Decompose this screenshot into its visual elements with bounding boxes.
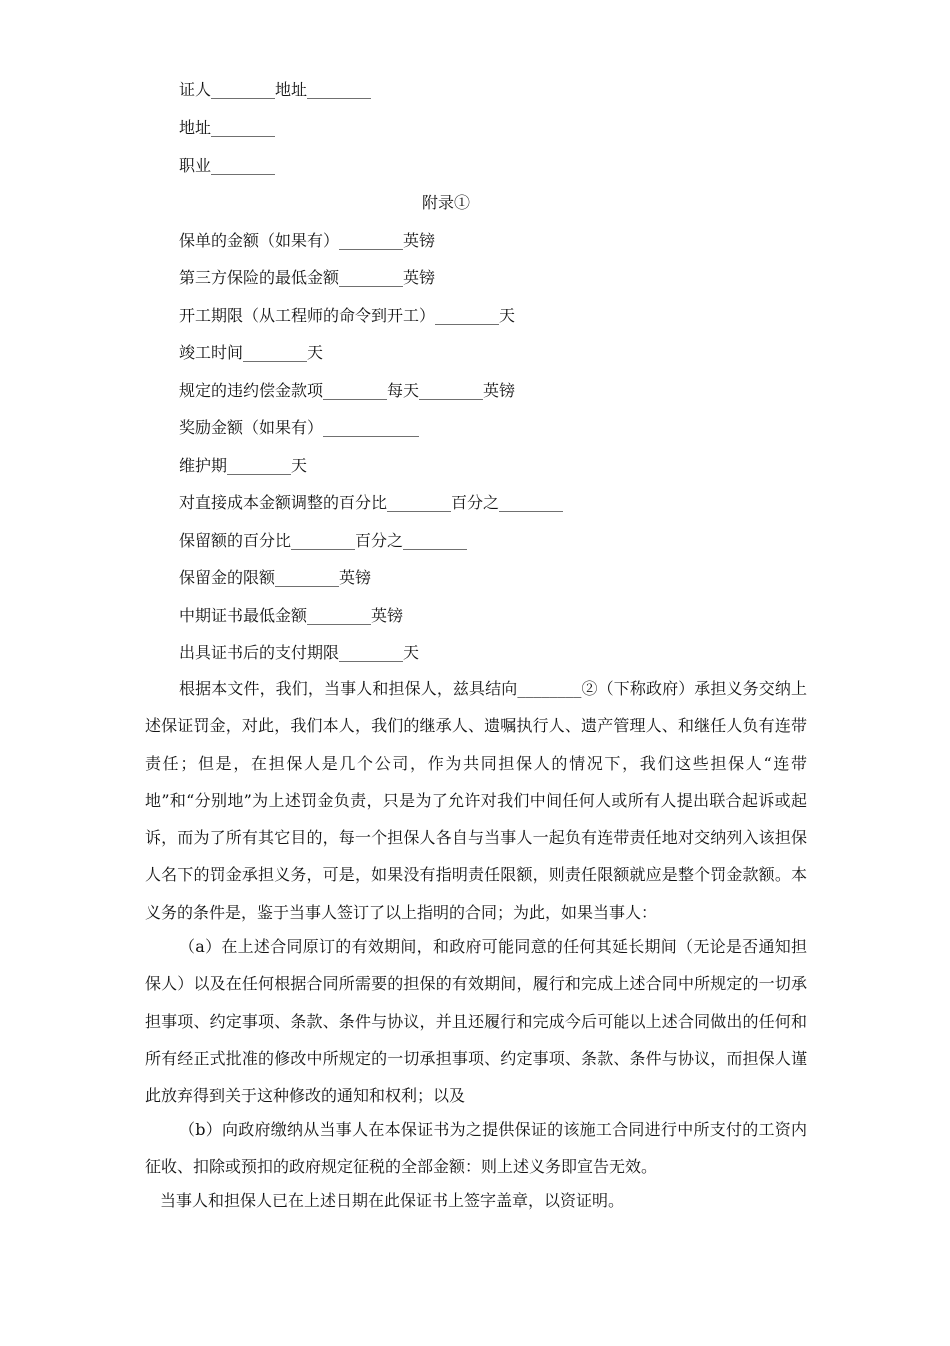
- appendix-item: 第三方保险的最低金额________英镑: [179, 268, 436, 287]
- appendix-item: 出具证书后的支付期限________天: [179, 643, 420, 662]
- appendix-item: 保留金的限额________英镑: [179, 568, 372, 587]
- body-paragraph-a: （a）在上述合同原订的有效期间，和政府可能同意的任何其延长期间（无论是否通知担保人）以及在任何根据合同所需要的担保的有效期间，履行和完成上述合同中所规定的一切承担事项、约定事项、条款、条件与协议，并且还履行和完成今后可能以上述合同做出的任何和所有经正式批准的修改中所规定的一切承担事项、约定事项、条款、条件与协议，而担保人谨此放弃得到关于这种修改的通知和权利；以及: [145, 937, 807, 1106]
- address-line: 地址________: [179, 118, 276, 137]
- body-paragraph-b: （b）向政府缴纳从当事人在本保证书为之提供保证的该施工合同进行中所支付的工资内征收、扣除或预扣的政府规定征税的全部金额：则上述义务即宣告无效。: [145, 1120, 807, 1177]
- appendix-item: 开工期限（从工程师的命令到开工）________天: [179, 306, 516, 325]
- appendix-item: 保留额的百分比________百分之________: [179, 531, 468, 550]
- appendix-item: 维护期________天: [179, 456, 308, 475]
- occupation-line: 职业________: [179, 156, 276, 175]
- appendix-item: 规定的违约偿金款项________每天________英镑: [179, 381, 516, 400]
- witness-line: 证人________地址________: [179, 80, 372, 99]
- body-paragraph-main: 根据本文件，我们，当事人和担保人，兹具结向________②（下称政府）承担义务交纳上述保证罚金，对此，我们本人，我们的继承人、遗嘱执行人、遗产管理人、和继任人负有连带责任；但是，在担保人是几个公司，作为共同担保人的情况下，我们这些担保人“连带地”和“分别地”为上述罚金负责，只是为了允许对我们中间任何人或所有人提出联合起诉或起诉，而为了所有其它目的，每一个担保人各自与当事人一起负有连带责任地对交纳列入该担保人名下的罚金承担义务，可是，如果没有指明责任限额，则责任限额就应是整个罚金款额。本义务的条件是，鉴于当事人签订了以上指明的合同；为此，如果当事人：: [145, 679, 807, 922]
- appendix-item: 保单的金额（如果有）________英镑: [179, 231, 436, 250]
- appendix-title: 附录①: [422, 193, 471, 212]
- appendix-item: 奖励金额（如果有）____________: [179, 418, 420, 437]
- closing-statement: 当事人和担保人已在上述日期在此保证书上签字盖章，以资证明。: [160, 1191, 625, 1210]
- appendix-item: 竣工时间________天: [179, 343, 324, 362]
- appendix-item: 对直接成本金额调整的百分比________百分之________: [179, 493, 564, 512]
- appendix-item: 中期证书最低金额________英镑: [179, 606, 404, 625]
